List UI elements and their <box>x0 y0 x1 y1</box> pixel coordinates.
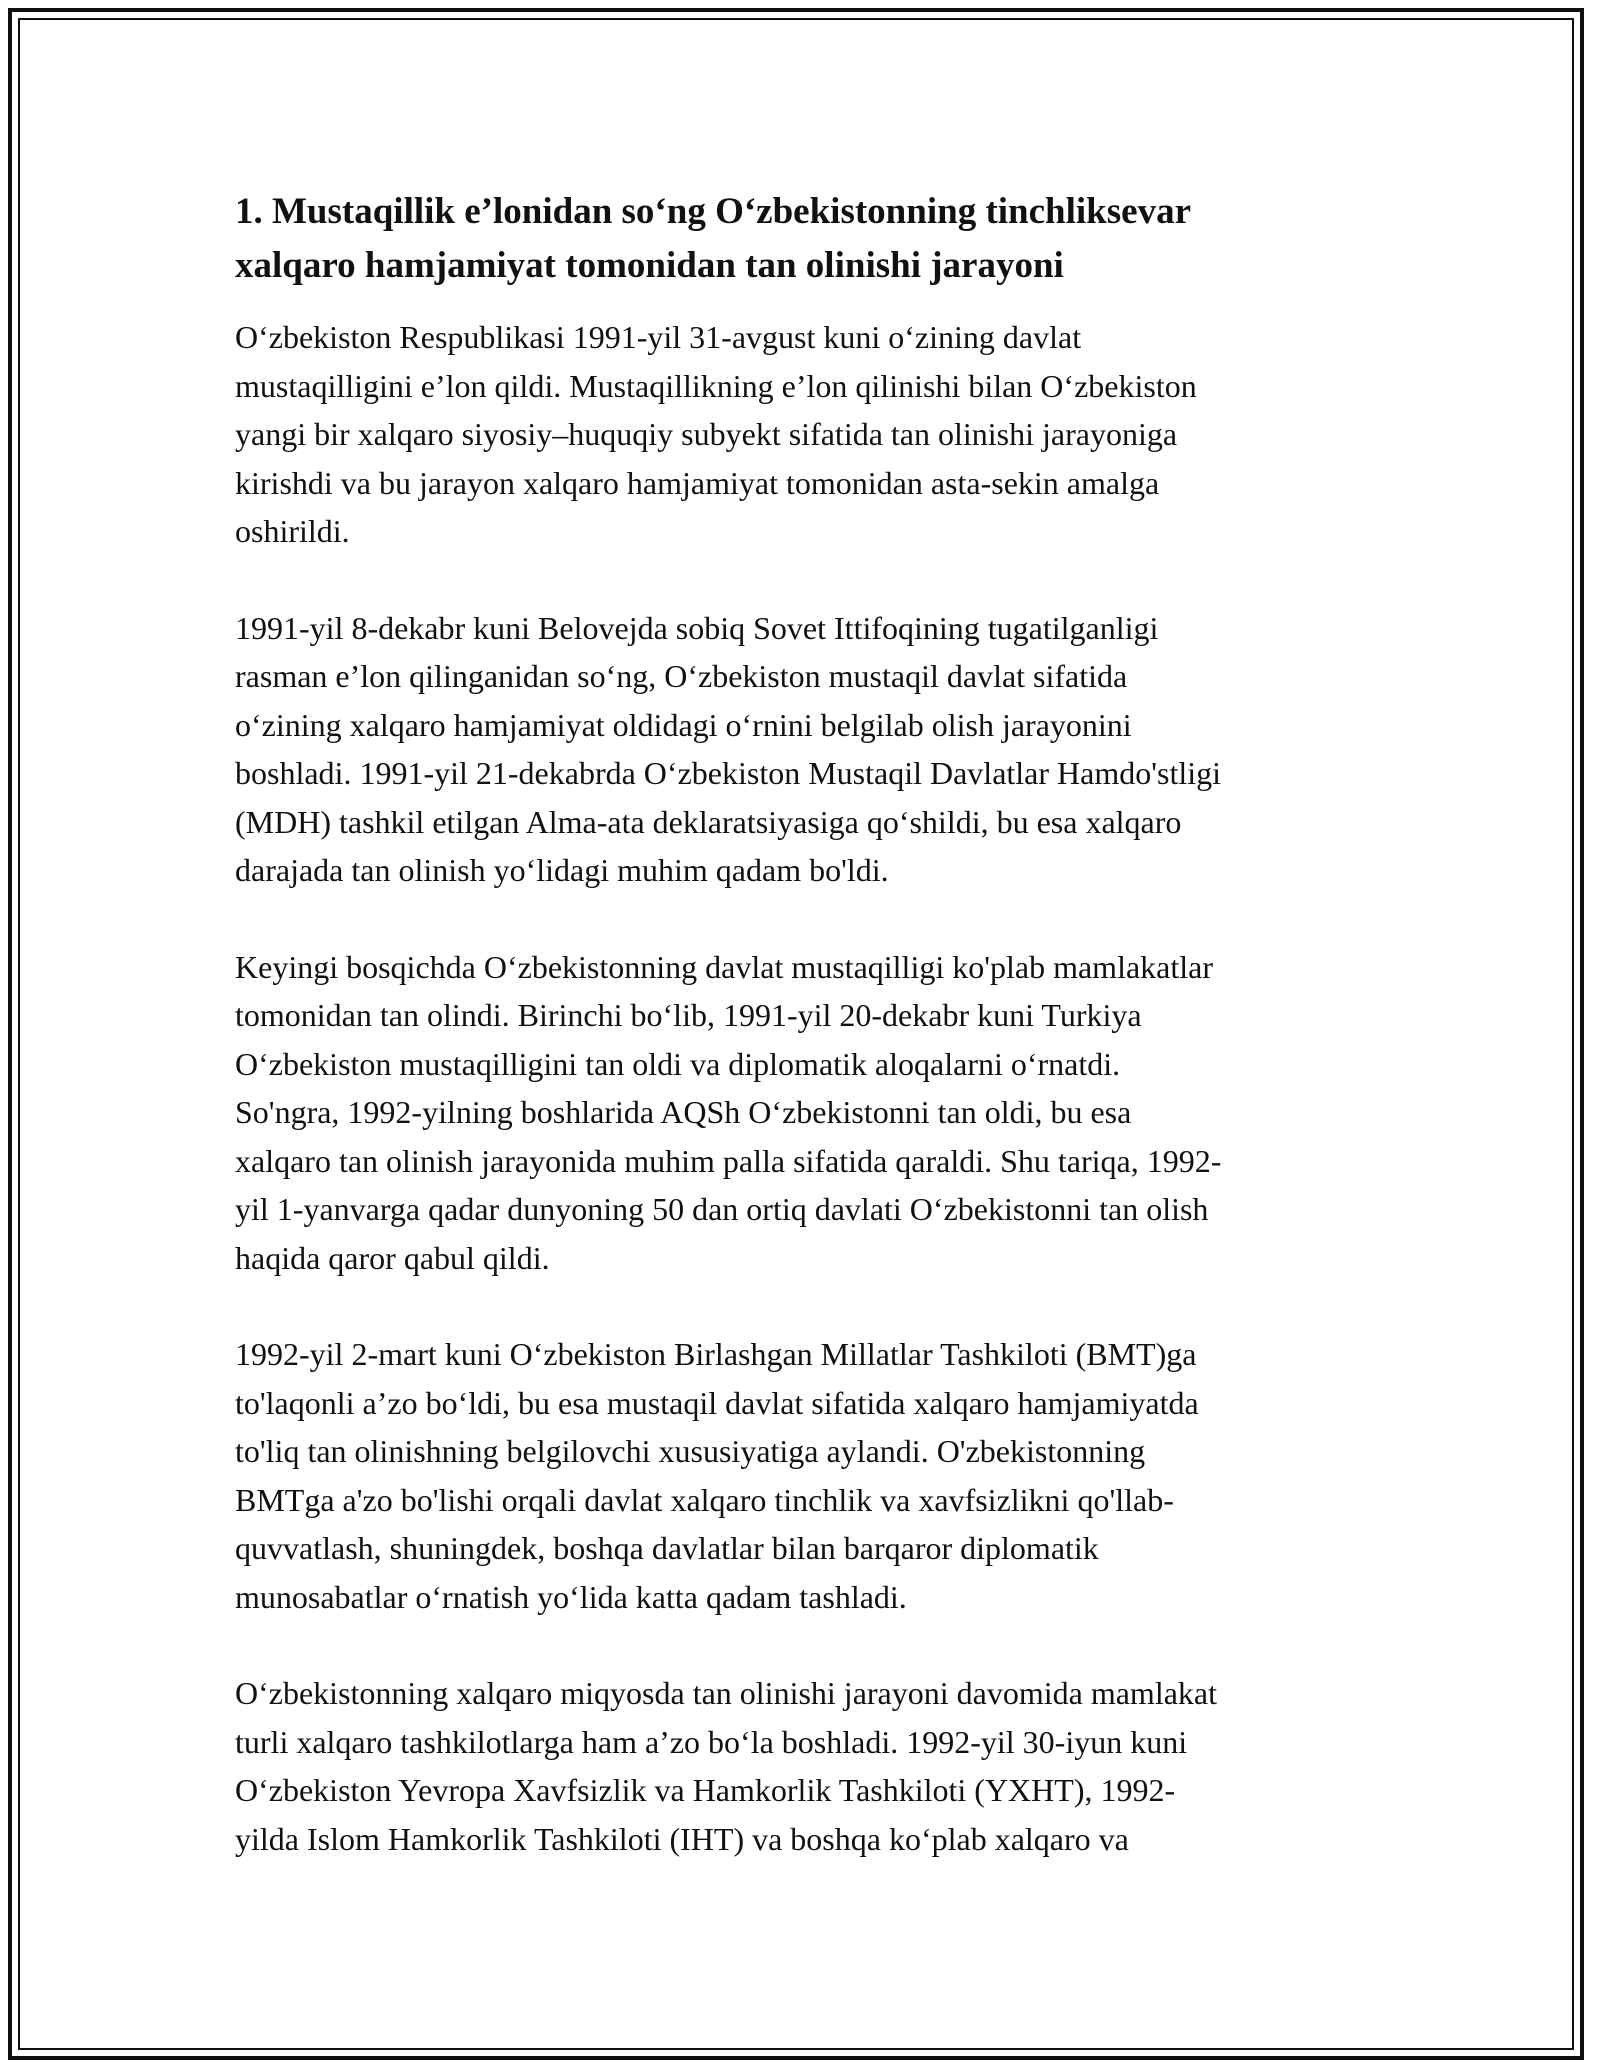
text-line: to'liq tan olinishning belgilovchi xususiyatiga aylandi. O'zbekistonning <box>235 1433 1146 1469</box>
text-line: xalqaro tan olinish jarayonida muhim palla sifatida qaraldi. Shu tariqa, 1992- <box>235 1142 1222 1179</box>
text-line: darajada tan olinish yo‘lidagi muhim qadam bo'ldi. <box>235 852 889 888</box>
text-line: quvvatlash, shuningdek, boshqa davlatlar bilan barqaror diplomatik <box>235 1530 1099 1566</box>
text-line: O‘zbekiston Respublikasi 1991-yil 31-avgust kuni o‘zining davlat <box>235 319 1082 355</box>
text-line: yangi bir xalqaro siyosiy–huquqiy subyekt sifatida tan olinishi jarayoniga <box>235 416 1178 452</box>
heading-line: 1. Mustaqillik e’lonidan so‘ng O‘zbekistonning tinchliksevar <box>235 191 1192 232</box>
text-line: tomonidan tan olindi. Birinchi bo‘lib, 1991-yil 20-dekabr kuni Turkiya <box>235 997 1142 1033</box>
text-line: O‘zbekiston mustaqilligini tan oldi va diplomatik aloqalarni o‘rnatdi. <box>235 1045 1121 1082</box>
paragraph-international-organizations <box>235 1669 1375 1863</box>
text-line: rasman e’lon qilinganidan so‘ng, O‘zbekiston mustaqil davlat sifatida <box>235 658 1128 694</box>
text-line: kirishdi va bu jarayon xalqaro hamjamiyat tomonidan asta-sekin amalga <box>235 464 1160 501</box>
text-line: 1992-yil 2-mart kuni O‘zbekiston Birlashgan Millatlar Tashkiloti (BMT)ga <box>235 1336 1197 1372</box>
paragraph-recognition <box>235 943 1375 1283</box>
text-line: munosabatlar o‘rnatish yo‘lida katta qadam tashladi. <box>235 1578 907 1615</box>
text-line: (MDH) tashkil etilgan Alma-ata deklaratsiyasiga qo‘shildi, bu esa xalqaro <box>235 803 1182 840</box>
text-line: 1991-yil 8-dekabr kuni Belovejda sobiq Sovet Ittifoqining tugatilganligi <box>235 609 1159 646</box>
text-line: O‘zbekiston Yevropa Xavfsizlik va Hamkorlik Tashkiloti (YXHT), 1992- <box>235 1772 1176 1808</box>
text-line: O‘zbekistonning xalqaro miqyosda tan olinishi jarayoni davomida mamlakat <box>235 1675 1217 1711</box>
text-line: oshirildi. <box>235 513 350 549</box>
heading-line: xalqaro hamjamiyat tomonidan tan olinishi jarayoni <box>235 245 1064 286</box>
text-line: BMTga a'zo bo'lishi orqali davlat xalqaro tinchlik va xavfsizlikni qo'llab- <box>235 1481 1174 1518</box>
paragraph-un-membership <box>235 1330 1375 1621</box>
text-line: to'laqonli a’zo bo‘ldi, bu esa mustaqil davlat sifatida xalqaro hamjamiyatda <box>235 1384 1199 1421</box>
text-line: haqida qaror qabul qildi. <box>235 1239 550 1276</box>
paragraph-independence-declaration <box>235 313 1375 556</box>
text-line: yil 1-yanvarga qadar dunyoning 50 dan ortiq davlati O‘zbekistonni tan olish <box>235 1191 1209 1227</box>
text-line: o‘zining xalqaro hamjamiyat oldidagi o‘rnini belgilab olish jarayonini <box>235 706 1132 743</box>
text-line: Keyingi bosqichda O‘zbekistonning davlat mustaqilligi ko'plab mamlakatlar <box>235 948 1213 985</box>
text-line: turli xalqaro tashkilotlarga ham a’zo bo‘la boshladi. 1992-yil 30-iyun kuni <box>235 1723 1188 1760</box>
paragraph-cis-accession <box>235 604 1375 895</box>
text-line: boshladi. 1991-yil 21-dekabrda O‘zbekiston Mustaqil Davlatlar Hamdo'stligi <box>235 755 1222 791</box>
text-line: mustaqilligini e’lon qildi. Mustaqillikning e’lon qilinishi bilan O‘zbekiston <box>235 367 1197 404</box>
text-line: So'ngra, 1992-yilning boshlarida AQSh O‘zbekistonni tan oldi, bu esa <box>235 1094 1132 1130</box>
document-body <box>235 185 1375 1911</box>
text-line: yilda Islom Hamkorlik Tashkiloti (IHT) va boshqa ko‘plab xalqaro va <box>235 1820 1129 1857</box>
section-heading <box>235 185 1375 293</box>
